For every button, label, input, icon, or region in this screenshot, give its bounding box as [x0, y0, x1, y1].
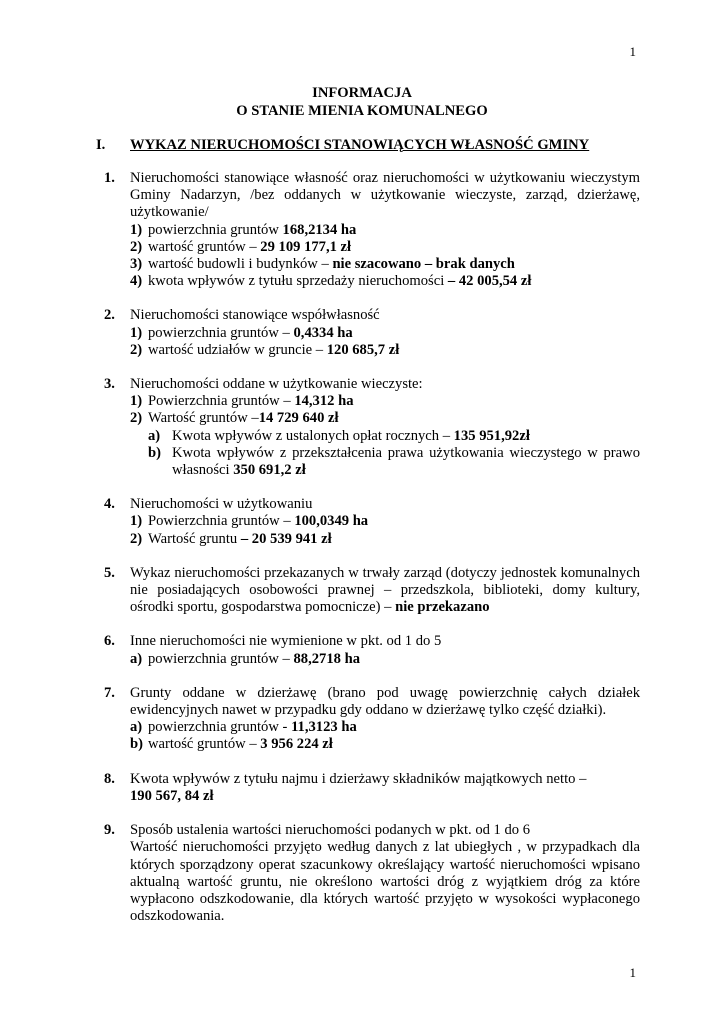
list-item-8: [104, 771, 640, 805]
sub-item: 2) wartość udziałów w gruncie – 120 685,7 zł: [130, 341, 400, 358]
item-bold-value: nie przekazano: [395, 599, 490, 616]
section-heading: [96, 136, 589, 154]
sub-sub-item: a) Kwota wpływów z ustalonych opłat rocznych – 135 951,92zł: [148, 427, 530, 444]
list-item-6: [104, 633, 640, 667]
sub-sub-item: b) Kwota wpływów z przekształcenia prawa użytkowania wieczystego w prawo własności 350 691,2 zł: [148, 444, 640, 479]
item-number: 3.: [104, 376, 115, 393]
sub-item: 1) powierzchnia gruntów 168,2134 ha: [130, 221, 357, 238]
document-body: [104, 170, 640, 942]
list-item-9: [104, 822, 640, 925]
item-text: Nieruchomości w użytkowaniu: [130, 496, 313, 513]
list-item-3: [104, 376, 640, 479]
sub-item: 1) Powierzchnia gruntów – 14,312 ha: [130, 393, 354, 410]
sub-item: 2) Wartość gruntu – 20 539 941 zł: [130, 530, 332, 547]
item-text: Nieruchomości stanowiące własność oraz nieruchomości w użytkowaniu wieczystym Gminy Nadarzyn, /bez oddanych w użytkowanie wieczyste, zarząd, dzierżawę, użytkowanie/: [130, 170, 640, 221]
item-number: 6.: [104, 633, 115, 650]
list-item-2: [104, 307, 640, 359]
sub-item: 2) wartość gruntów – 29 109 177,1 zł: [130, 238, 352, 255]
document-title: [0, 84, 724, 120]
item-paragraph: Wartość nieruchomości przyjęto według danych z lat ubiegłych , w przypadkach dla których sporządzony operat szacunkowy określający wartość nieruchomości wpisano aktualną wartość gruntu, nie określono wartości dróg z wyjątkiem dróg za które wypłacono odszkodowanie, dla których wartość przyjęto w wysokości wypłaconego odszkodowania.: [130, 839, 640, 925]
page-number-top: 1: [629, 44, 636, 59]
sub-item: b) wartość gruntów – 3 956 224 zł: [130, 736, 333, 753]
sub-item: a) powierzchnia gruntów - 11,3123 ha: [130, 719, 357, 736]
page-number-bottom: 1: [629, 965, 636, 980]
sub-item: 1) Powierzchnia gruntów – 100,0349 ha: [130, 513, 369, 530]
sub-item: a) powierzchnia gruntów – 88,2718 ha: [130, 650, 360, 667]
item-number: 8.: [104, 770, 115, 787]
item-text: Kwota wpływów z tytułu najmu i dzierżawy składników majątkowych netto –: [130, 770, 587, 787]
list-item-7: [104, 685, 640, 754]
item-number: 2.: [104, 307, 115, 324]
sub-item: 4) kwota wpływów z tytułu sprzedaży nieruchomości – 42 005,54 zł: [130, 273, 532, 290]
list-item-5: [104, 565, 640, 617]
list-item-4: [104, 496, 640, 548]
section-number: I.: [96, 137, 106, 153]
item-number: 7.: [104, 684, 115, 701]
title-line-2: O STANIE MIENIA KOMUNALNEGO: [236, 103, 488, 119]
sub-item: 3) wartość budowli i budynków – nie szacowano – brak danych: [130, 256, 515, 273]
item-number: 5.: [104, 564, 115, 581]
title-line-1: INFORMACJA: [312, 85, 412, 101]
sub-item: 2) Wartość gruntów –14 729 640 zł: [130, 410, 339, 427]
section-title: WYKAZ NIERUCHOMOŚCI STANOWIĄCYCH WŁASNOŚĆ GMINY: [130, 137, 590, 153]
list-item-1: [104, 170, 640, 290]
item-bold-value: 190 567, 84 zł: [130, 787, 214, 804]
sub-item: 1) powierzchnia gruntów – 0,4334 ha: [130, 324, 353, 341]
item-number: 1.: [104, 170, 115, 186]
item-text: Nieruchomości stanowiące współwłasność: [130, 307, 380, 324]
item-text: Nieruchomości oddane w użytkowanie wieczyste:: [130, 376, 423, 393]
item-text: Wykaz nieruchomości przekazanych w trwały zarząd (dotyczy jednostek komunalnych nie posiadających osobowości prawnej – przedszkola, biblioteki, domy kultury, ośrodki sportu, gospodarstwa pomocnicze) –: [130, 564, 640, 616]
item-text: Sposób ustalenia wartości nieruchomości podanych w pkt. od 1 do 6: [130, 822, 531, 839]
item-text: Inne nieruchomości nie wymienione w pkt. od 1 do 5: [130, 633, 442, 650]
item-number: 9.: [104, 822, 115, 839]
item-number: 4.: [104, 496, 115, 513]
item-text: Grunty oddane w dzierżawę (brano pod uwagę powierzchnię całych działek ewidencyjnych nawet w przypadku gdy oddano w dzierżawę tylko część działki).: [130, 684, 640, 719]
